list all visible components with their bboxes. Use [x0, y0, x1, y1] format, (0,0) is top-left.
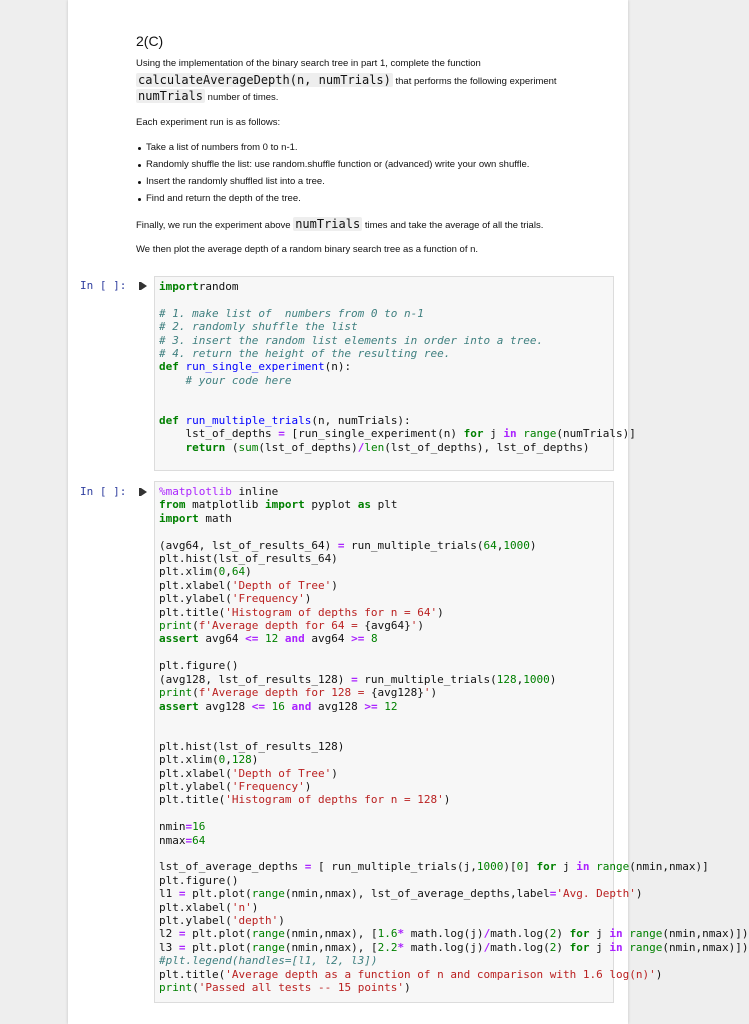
- code-token: (n, numTrials):: [311, 414, 411, 428]
- code-token: ]: [523, 860, 537, 874]
- code-token: (nmin,nmax), [: [284, 927, 378, 941]
- code-token: 'Histogram of depths for n = 64': [225, 605, 438, 619]
- code-token: (: [192, 686, 199, 700]
- cell-2-prompt: In [ ]:: [80, 485, 127, 498]
- code-line: [159, 954, 378, 967]
- code-token: # your code here: [185, 373, 292, 387]
- code-token: /: [483, 940, 491, 954]
- code-token: plt.xlabel(: [159, 900, 232, 914]
- code-token: lst_of_average_depths: [159, 860, 305, 874]
- finally-text-pre: Finally, we run the experiment above: [136, 220, 294, 231]
- code-token: plt: [370, 498, 398, 512]
- code-token: ): [635, 887, 643, 901]
- plot-description: We then plot the average depth of a random binary search tree as a function of n.: [136, 244, 479, 255]
- code-token: len: [364, 440, 385, 454]
- code-token: range: [251, 927, 285, 941]
- section-title: 2(C): [136, 33, 164, 49]
- code-token: def: [159, 360, 179, 374]
- code-line: [159, 834, 205, 847]
- code-line: [159, 552, 338, 565]
- code-token: l1: [159, 887, 179, 901]
- code-token: random: [198, 280, 239, 293]
- code-token: )[: [503, 860, 517, 874]
- code-token: j: [589, 940, 610, 954]
- code-token: 1000: [476, 860, 504, 874]
- numtrials-code-2: numTrials: [295, 217, 361, 231]
- code-token: 2.2: [377, 940, 398, 954]
- code-token: in: [609, 927, 623, 941]
- code-token: plt.hist(lst_of_results_128): [159, 739, 345, 753]
- code-token: ): [251, 753, 259, 767]
- code-token: and: [291, 699, 312, 713]
- code-token: ): [304, 592, 312, 606]
- code-token: ': [410, 619, 418, 633]
- code-token: range: [629, 940, 663, 954]
- code-token: 64: [231, 565, 246, 579]
- code-token: run_multiple_trials(: [357, 672, 497, 686]
- code-token: ,: [516, 672, 524, 686]
- code-token: range: [523, 427, 557, 441]
- code-token: plt.plot(: [185, 927, 252, 941]
- code-token: math.log(: [490, 940, 550, 954]
- step-item: Insert the randomly shuffled list into a tree.: [146, 176, 325, 187]
- intro-line-3: [136, 89, 278, 105]
- intro-text-1: Using the implementation of the binary search tree in part 1, complete the function: [136, 58, 481, 69]
- intro-line-1: [136, 57, 481, 71]
- code-token: =: [278, 427, 285, 441]
- code-line: [159, 334, 543, 347]
- code-token: math.log(j): [404, 940, 484, 954]
- code-token: 'n': [231, 900, 252, 914]
- code-token: nmax: [159, 833, 186, 847]
- code-token: ): [556, 927, 570, 941]
- code-token: plt.xlim(: [159, 565, 219, 579]
- code-token: /: [357, 440, 365, 454]
- code-token: =: [185, 820, 193, 834]
- code-token: /: [483, 927, 491, 941]
- code-line: [159, 941, 749, 954]
- code-token: in: [503, 427, 517, 441]
- code-token: 16: [271, 699, 285, 713]
- code-token: plt.title(: [159, 967, 226, 981]
- code-token: assert: [159, 632, 199, 646]
- code-token: math.log(j): [404, 927, 484, 941]
- code-cell-1-source[interactable]: [155, 277, 636, 454]
- code-line: [159, 820, 205, 833]
- code-token: #plt.legend(handles=[l1, l2, l3]): [159, 954, 378, 968]
- code-line: [159, 619, 424, 632]
- code-token: ): [437, 605, 444, 619]
- code-token: plt.xlim(: [159, 753, 219, 767]
- code-token: 2: [549, 927, 557, 941]
- code-token: 16: [192, 820, 206, 834]
- code-token: 8: [370, 632, 378, 646]
- code-line: [159, 860, 709, 873]
- code-token: ): [404, 981, 411, 995]
- code-token: nmin: [159, 820, 186, 834]
- code-token: l2: [159, 927, 179, 941]
- code-token: [run_single_experiment(n): [284, 427, 464, 441]
- code-token: ,: [225, 753, 232, 767]
- code-token: =: [178, 927, 186, 941]
- code-token: ): [529, 538, 537, 552]
- code-token: 12: [384, 699, 398, 713]
- code-token: >=: [351, 632, 365, 646]
- code-token: ): [417, 619, 424, 633]
- code-cell-2[interactable]: [154, 481, 749, 1003]
- code-token: f'Average depth for 64 =: [198, 619, 365, 633]
- code-token: run_single_experiment: [185, 360, 325, 374]
- code-token: =: [337, 538, 345, 552]
- code-line: [159, 485, 278, 498]
- code-line: [159, 512, 232, 525]
- code-token: =: [178, 940, 186, 954]
- code-line: [159, 307, 424, 320]
- code-token: for: [569, 927, 590, 941]
- numtrials-code: numTrials: [138, 89, 204, 103]
- code-token: lst_of_depths: [159, 427, 279, 441]
- code-token: for: [536, 860, 557, 874]
- code-token: range: [629, 927, 663, 941]
- code-token: plt.ylabel(: [159, 592, 232, 606]
- code-line: [159, 579, 338, 592]
- code-token: 12: [264, 632, 279, 646]
- code-line: [159, 539, 537, 552]
- code-token: plt.xlabel(: [159, 578, 232, 592]
- step-item: Take a list of numbers from 0 to n-1.: [146, 142, 298, 153]
- code-line: [159, 320, 358, 333]
- code-token: matplotlib: [185, 498, 265, 512]
- code-token: ): [278, 914, 285, 927]
- code-token: ): [443, 793, 451, 807]
- code-token: =: [549, 887, 557, 901]
- code-token: 0: [218, 753, 226, 767]
- code-token: [159, 374, 186, 387]
- code-token: in: [576, 860, 590, 874]
- intro-text-2: that performs the following experiment: [392, 76, 557, 87]
- function-code: calculateAverageDepth(n, numTrials): [138, 73, 391, 87]
- run-cell-2-icon[interactable]: [141, 488, 147, 496]
- code-token: ): [549, 672, 557, 686]
- code-line: [159, 374, 291, 387]
- code-token: for: [463, 427, 484, 441]
- code-token: plt.ylabel(: [159, 914, 232, 927]
- code-token: as: [357, 498, 371, 512]
- code-line: [159, 565, 252, 578]
- intro-line-2: [136, 73, 557, 89]
- code-token: (nmin,nmax)]): [662, 940, 749, 954]
- code-token: # 4. return the height of the resulting ree.: [159, 347, 451, 361]
- code-token: j: [589, 927, 610, 941]
- code-token: ,: [225, 565, 232, 579]
- code-line: [159, 780, 311, 793]
- code-token: assert: [159, 699, 199, 713]
- code-token: (lst_of_depths): [258, 440, 358, 454]
- code-token: plt.title(: [159, 605, 226, 619]
- code-token: inline: [231, 485, 279, 498]
- code-token: 'Frequency': [231, 779, 305, 793]
- code-line: [159, 753, 258, 766]
- code-token: j: [483, 427, 504, 441]
- code-token: [278, 632, 285, 645]
- code-token: for: [569, 940, 590, 954]
- code-token: plt.xlabel(: [159, 766, 232, 780]
- code-token: in: [609, 940, 623, 954]
- code-token: {avg64}: [364, 619, 411, 633]
- code-line: [159, 673, 556, 686]
- code-token: from: [159, 498, 186, 512]
- code-line: [159, 700, 397, 713]
- code-token: range: [251, 887, 285, 901]
- code-token: (nmin,nmax)]: [629, 860, 709, 874]
- code-line: [159, 427, 636, 440]
- code-token: 64: [192, 833, 206, 847]
- code-token: *: [397, 927, 405, 941]
- code-token: ,: [496, 538, 504, 552]
- code-token: 'depth': [231, 914, 279, 927]
- code-token: ): [304, 779, 312, 793]
- code-token: [265, 700, 272, 713]
- code-token: plt.plot(: [185, 940, 252, 954]
- code-token: ): [430, 686, 438, 700]
- code-line: [159, 347, 450, 360]
- intro-text-3: number of times.: [205, 92, 279, 103]
- code-token: ): [251, 900, 259, 914]
- code-line: [159, 901, 258, 914]
- code-token: <=: [251, 699, 265, 713]
- code-token: print: [159, 981, 193, 995]
- code-cell-1[interactable]: [154, 276, 636, 471]
- code-token: 1000: [503, 538, 530, 552]
- code-token: (: [192, 981, 199, 995]
- code-line: [159, 767, 338, 780]
- code-token: (n):: [324, 360, 352, 374]
- code-token: =: [304, 860, 312, 874]
- code-token: 128: [231, 753, 252, 767]
- code-token: =: [178, 887, 186, 901]
- code-token: {avg128}: [370, 686, 424, 700]
- code-token: (: [192, 619, 199, 633]
- code-token: ): [331, 578, 338, 592]
- code-token: [364, 632, 371, 645]
- code-token: (numTrials)]: [556, 427, 636, 441]
- code-line: [159, 686, 437, 699]
- code-token: f'Average depth for 128 =: [198, 686, 371, 700]
- code-token: 2: [549, 940, 557, 954]
- code-token: # 3. insert the random list elements in order into a tree.: [159, 333, 544, 347]
- cell-1-prompt: In [ ]:: [80, 279, 127, 292]
- code-token: <=: [245, 632, 259, 646]
- code-token: plt.figure(): [159, 659, 239, 673]
- code-token: (nmin,nmax)]): [662, 927, 749, 941]
- code-token: print: [159, 619, 193, 633]
- code-token: 0: [516, 860, 524, 874]
- code-token: def: [159, 414, 179, 428]
- code-token: # 1. make list of numbers from 0 to n-1: [159, 306, 424, 320]
- code-token: math.log(: [490, 927, 550, 941]
- code-token: run_multiple_trials(: [344, 538, 484, 552]
- code-token: sum: [238, 440, 259, 454]
- code-line: [159, 659, 238, 672]
- code-token: 'Depth of Tree': [231, 578, 332, 592]
- code-token: 'Passed all tests -- 15 points': [198, 981, 405, 995]
- code-token: 'Avg. Depth': [556, 887, 636, 901]
- code-token: (avg64, lst_of_results_64): [159, 538, 338, 552]
- step-item: Randomly shuffle the list: use random.shuffle function or (advanced) write your own shuffle.: [146, 159, 530, 170]
- code-line: [159, 360, 351, 373]
- code-token: 1000: [523, 672, 550, 686]
- code-token: avg64: [198, 632, 246, 646]
- code-line: [159, 927, 749, 940]
- code-token: and: [284, 632, 305, 646]
- code-token: print: [159, 686, 193, 700]
- code-token: ): [655, 967, 663, 981]
- code-token: return: [185, 440, 226, 454]
- code-token: (: [225, 440, 239, 454]
- code-token: plt.ylabel(: [159, 779, 232, 793]
- code-line: [159, 414, 411, 427]
- code-token: avg64: [304, 632, 352, 646]
- code-token: avg128: [198, 699, 252, 713]
- code-token: import: [159, 280, 199, 293]
- code-token: # 2. randomly shuffle the list: [159, 320, 358, 334]
- code-token: l3: [159, 940, 179, 954]
- code-token: range: [251, 940, 285, 954]
- code-token: ): [245, 565, 252, 579]
- code-token: plt.figure(): [159, 873, 239, 887]
- code-token: plt.hist(lst_of_results_64): [159, 552, 338, 566]
- code-token: =: [185, 833, 193, 847]
- code-token: plt.title(: [159, 793, 226, 807]
- code-token: =: [351, 672, 358, 686]
- code-token: 1.6: [377, 927, 398, 941]
- code-token: 'Average depth as a function of n and comparison with 1.6 log(n)': [225, 967, 656, 981]
- code-token: j: [556, 860, 577, 874]
- step-item: Find and return the depth of the tree.: [146, 193, 301, 204]
- code-token: run_multiple_trials: [185, 414, 312, 428]
- code-line: [159, 606, 444, 619]
- code-token: import: [159, 511, 199, 525]
- code-line: [159, 968, 662, 981]
- code-token: plt.plot(: [185, 887, 252, 901]
- code-token: import: [264, 498, 305, 512]
- code-token: range: [596, 860, 630, 874]
- code-line: [159, 793, 450, 806]
- code-token: %matplotlib: [159, 485, 232, 498]
- finally-text-post: times and take the average of all the trials.: [362, 220, 544, 231]
- code-token: >=: [364, 699, 378, 713]
- code-token: [179, 414, 186, 427]
- code-token: (nmin,nmax), lst_of_average_depths,label: [284, 887, 550, 901]
- code-token: 'Frequency': [231, 592, 305, 606]
- code-token: ': [423, 686, 431, 700]
- code-token: [179, 360, 186, 373]
- code-cell-2-source[interactable]: [155, 482, 749, 995]
- code-line: [159, 914, 285, 927]
- code-line: [159, 981, 411, 994]
- code-token: 128: [496, 672, 517, 686]
- code-token: (lst_of_depths), lst_of_depths): [384, 440, 590, 454]
- code-line: [159, 874, 238, 887]
- code-token: [258, 632, 265, 645]
- finally-line: [136, 217, 543, 233]
- code-token: [159, 441, 186, 454]
- code-token: 'Histogram of depths for n = 128': [225, 793, 444, 807]
- code-token: ): [331, 766, 338, 780]
- each-run-text: Each experiment run is as follows:: [136, 117, 281, 128]
- code-line: [159, 632, 378, 645]
- code-token: *: [397, 940, 405, 954]
- code-token: ): [556, 940, 570, 954]
- code-token: avg128: [311, 699, 365, 713]
- code-token: math: [198, 511, 232, 525]
- code-line: [159, 441, 590, 454]
- code-token: 64: [483, 538, 497, 552]
- code-line: [159, 498, 397, 511]
- code-token: pyplot: [304, 498, 358, 512]
- code-line: [159, 592, 311, 605]
- code-token: 0: [218, 565, 226, 579]
- code-line: [159, 740, 344, 753]
- run-cell-1-icon[interactable]: [141, 282, 147, 290]
- code-line: [159, 280, 239, 293]
- code-token: (avg128, lst_of_results_128): [159, 672, 352, 686]
- code-token: (nmin,nmax), [: [284, 940, 378, 954]
- code-token: [ run_multiple_trials(j,: [311, 860, 477, 874]
- code-line: [159, 887, 643, 900]
- code-token: 'Depth of Tree': [231, 766, 332, 780]
